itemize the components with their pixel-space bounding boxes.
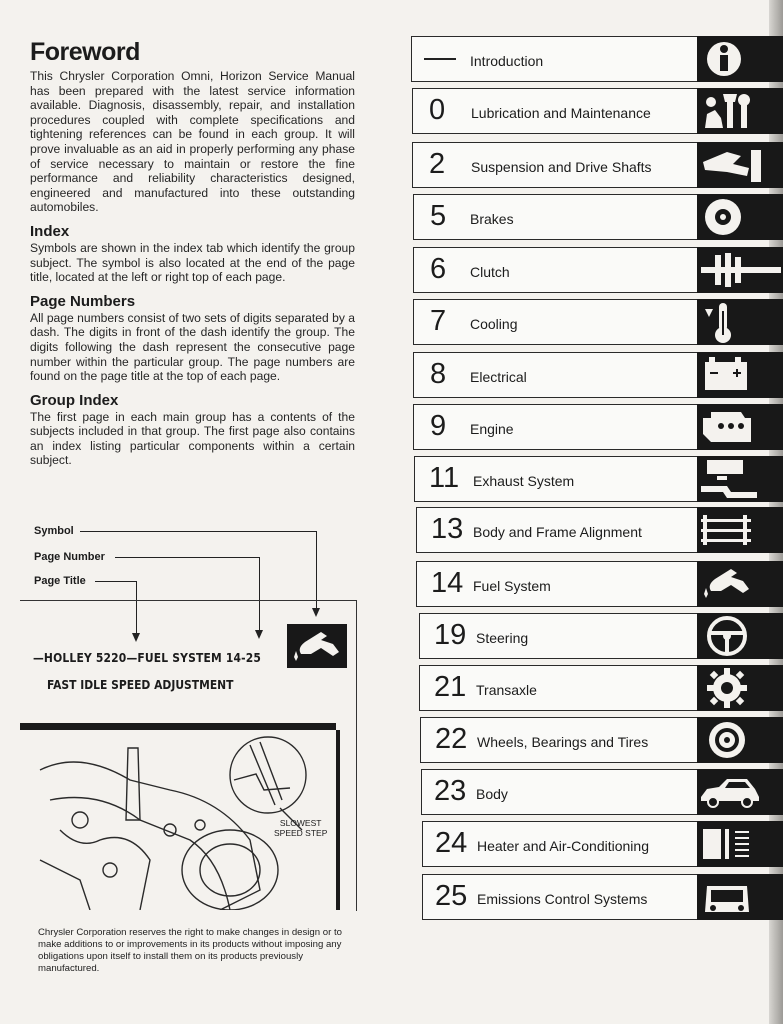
tab-body-frame-alignment[interactable] (416, 507, 783, 553)
emissions-icon (697, 874, 783, 920)
sample-page-subtitle: FAST IDLE SPEED ADJUSTMENT (47, 677, 234, 692)
legend-page-title: Page Title (34, 575, 86, 587)
page-number-leader-h (115, 557, 260, 558)
tab-fuel-system[interactable] (416, 561, 783, 607)
legend-page-number: Page Number (34, 551, 105, 563)
tab-engine[interactable] (413, 404, 783, 450)
symbol-leader-h (80, 531, 317, 532)
tab-suspension[interactable] (412, 142, 783, 188)
intro-dash (424, 58, 456, 60)
oil-can-wrench-icon (697, 88, 783, 134)
tab-number: 8 (430, 358, 447, 390)
tab-label: Brakes (470, 211, 514, 227)
tab-label: Engine (470, 421, 514, 437)
tab-number: 24 (435, 827, 468, 859)
tab-label: Wheels, Bearings and Tires (477, 734, 649, 750)
page-numbers-text: All page numbers consist of two sets of digits separated by a dash. The digits in front of the dash identify the group. The digits following the dash represent the consecutive page number within the particular group. The page numbers are found on the page title at the top of each page. (30, 310, 355, 384)
tab-number: 14 (431, 567, 464, 599)
tab-number: 25 (435, 880, 468, 912)
tab-number: 0 (429, 94, 446, 126)
tab-number: 19 (434, 619, 467, 651)
tab-emissions[interactable] (422, 874, 783, 920)
tab-label: Cooling (470, 316, 518, 332)
tab-steering[interactable] (419, 613, 783, 659)
tab-label: Transaxle (476, 682, 537, 698)
steering-wheel-icon (697, 613, 783, 659)
index-text: Symbols are shown in the index tab which identify the group subject. The symbol is also located at the end of the page title, located at the left or right top of each page. (30, 240, 355, 285)
engine-icon (697, 404, 783, 450)
tab-electrical[interactable] (413, 352, 783, 398)
info-icon (697, 36, 783, 82)
clutch-icon (697, 247, 783, 293)
tab-label: Body and Frame Alignment (473, 524, 642, 540)
tab-label: Exhaust System (473, 473, 575, 489)
suspension-icon (697, 142, 783, 188)
foreword-heading: Foreword (30, 38, 140, 66)
tab-lubrication[interactable] (412, 88, 783, 134)
callout-line-1: SLOWEST (279, 818, 322, 828)
index-heading: Index (30, 222, 70, 240)
legend-symbol: Symbol (34, 525, 74, 537)
fuel-nozzle-icon (287, 624, 347, 668)
sample-rule (20, 723, 336, 730)
tab-number: 5 (430, 200, 447, 232)
disclaimer-text: Chrysler Corporation reserves the right to make changes in design or to make additions to or improvements in its products without imposing any obligations upon itself to install them on its products previously manufactured. (38, 927, 342, 974)
tab-label: Electrical (470, 369, 527, 385)
heater-ac-icon (697, 821, 783, 867)
tab-brakes[interactable] (413, 194, 783, 240)
fuel-nozzle-icon (697, 561, 783, 607)
brake-disc-icon (697, 194, 783, 240)
tab-number: 22 (435, 723, 468, 755)
group-index-text: The first page in each main group has a contents of the subjects included in that group. The first page also contains an index listing particular components within a certain subject. (30, 409, 355, 468)
foreword-column (30, 38, 355, 468)
tab-label: Emissions Control Systems (477, 891, 648, 907)
gear-icon (697, 665, 783, 711)
tab-number: 13 (431, 513, 464, 545)
tab-transaxle[interactable] (419, 665, 783, 711)
tire-icon (697, 717, 783, 763)
tab-number: 23 (434, 775, 467, 807)
tab-label: Body (476, 786, 508, 802)
tab-number: 11 (429, 462, 460, 494)
tab-number: 7 (430, 305, 447, 337)
callout-line-2: SPEED STEP (274, 828, 328, 838)
group-index-heading: Group Index (30, 391, 119, 409)
tab-wheels-tires[interactable] (420, 717, 783, 763)
frame-icon (697, 507, 783, 553)
page-numbers-heading: Page Numbers (30, 292, 136, 310)
tab-label: Lubrication and Maintenance (471, 105, 651, 121)
exhaust-icon (697, 456, 783, 502)
tab-body[interactable] (421, 769, 783, 815)
tab-label: Introduction (470, 53, 544, 69)
thermometer-icon (697, 299, 783, 345)
tab-number: 6 (430, 253, 447, 285)
tab-label: Steering (476, 630, 529, 646)
sample-page-title: —HOLLEY 5220—FUEL SYSTEM 14-25 (33, 650, 262, 665)
tab-label: Clutch (470, 264, 510, 280)
tab-clutch[interactable] (413, 247, 783, 293)
car-icon (697, 769, 783, 815)
tab-label: Suspension and Drive Shafts (471, 159, 652, 175)
battery-icon (697, 352, 783, 398)
page-title-leader-h (95, 581, 137, 582)
tab-number: 21 (434, 671, 467, 703)
foreword-text: This Chrysler Corporation Omni, Horizon Service Manual has been prepared with the latest service information available. Diagnosis, disassembly, repair, and installation procedures coupled with complete specifications and tightening references can be found in each group. It will prove invaluable as an aid in properly performing any phase of service necessary to maintain or restore the fine performance and reliability characteristics designed, engineered and manufactured into these outstanding automobiles. (30, 69, 355, 215)
tab-exhaust[interactable] (414, 456, 783, 502)
tab-number: 9 (430, 410, 447, 442)
tab-introduction[interactable] (411, 36, 783, 82)
tab-cooling[interactable] (413, 299, 783, 345)
tab-label: Heater and Air-Conditioning (477, 838, 649, 854)
tab-label: Fuel System (473, 578, 551, 594)
slowest-speed-step-callout (274, 818, 327, 838)
tab-heater-ac[interactable] (422, 821, 783, 867)
tab-number: 2 (429, 148, 446, 180)
